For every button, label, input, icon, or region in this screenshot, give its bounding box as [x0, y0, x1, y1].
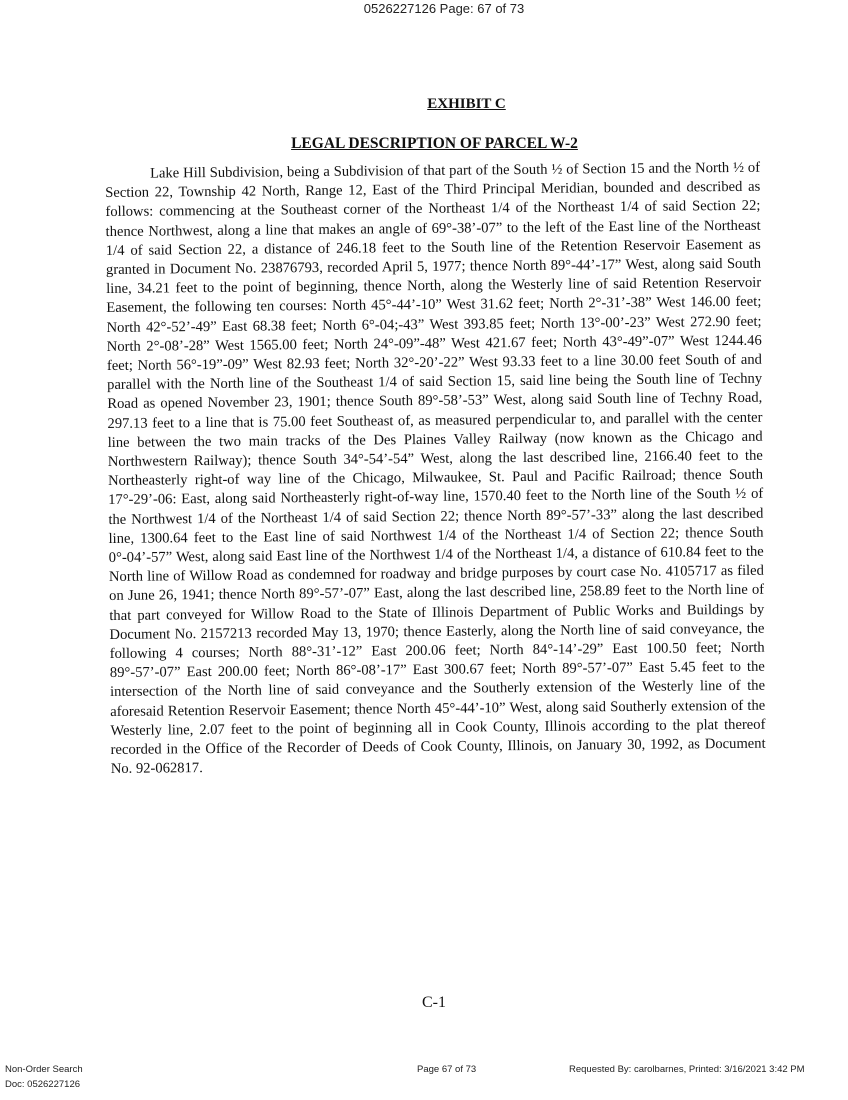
- footer-search-type: Non-Order Search: [5, 1064, 83, 1075]
- page-stamp: 0526227126 Page: 67 of 73: [363, 1, 525, 16]
- legal-description-paragraph: Lake Hill Subdivision, being a Subdivision of that part of the South ½ of Section 15 and the North ½ of Section 22, Township 42 North, Range 12, East of the Third Principal Meridian, bounded and described as follows: commencing at the Southeast corner of the Northeast 1/4 of the Northeast 1/4 of said Section 22; thence Northwest, along a line that makes an angle of 69°-38’-07” to the left of the East line of the Northeast 1/4 of said Section 22, a distance of 246.18 feet to the South line of the Retention Reservoir Easement as granted in Document No. 23876793, recorded April 5, 1977; thence North 89°-44’-17” West, along said South line, 34.21 feet to the point of beginning, thence North, along the Westerly line of said Retention Reservoir Easement, the following ten courses: North 45°-44’-10” West 31.62 feet; North 2°-31’-38” West 146.00 feet; North 42°-52’-49” East 68.38 feet; North 6°-04;-43” West 393.85 feet; North 13°-00’-23” West 272.90 feet; North 2°-08’-28” West 1565.00 feet; North 24°-09”-48” West 421.67 feet; North 43°-49”-07” West 1244.46 feet; North 56°-19”-09” West 82.93 feet; North 32°-20’-22” West 93.33 feet to a line 30.00 feet South of and parallel with the North line of the Southeast 1/4 of said Section 15, said line being the South line of Techny Road as opened November 23, 1901; thence South 89°-58’-53” West, along said South line of Techny Road, 297.13 feet to a line that is 75.00 feet Southeast of, as measured perpendicular to, and parallel with the center line between the two main tracks of the Des Plaines Valley Railway (now known as the Chicago and Northwestern Railway); thence South 34°-54’-54” West, along the last described line, 2166.40 feet to the Northeasterly right-of way line of the Chicago, Milwaukee, St. Paul and Pacific Railroad; thence South 17°-29’-06: East, along said Northeasterly right-of-way line, 1570.40 feet to the North line of the South ½ of the Northwest 1/4 of the Northeast 1/4 of said Section 22; thence North 89°-57’-33” along the last described line, 1300.64 feet to the East line of said Northwest 1/4 of the Northeast 1/4 of Section 22; thence South 0°-04’-57” West, along said East line of the Northwest 1/4 of the Northeast 1/4, a distance of 610.84 feet to the North line of Willow Road as condemned for roadway and bridge purposes by court case No. 4105717 as filed on June 26, 1941; thence North 89°-57’-07” East, along the last described line, 258.89 feet to the North line of that part conveyed for Willow Road to the State of Illinois Department of Public Works and Buildings by Document No. 2157213 recorded May 13, 1970; thence Easterly, along the North line of said conveyance, the following 4 courses; North 88°-31’-12” East 200.06 feet; North 84°-14’-29” East 100.50 feet; North 89°-57’-07” East 200.00 feet; North 86°-08’-17” East 300.67 feet; North 89°-57’-07” East 5.45 feet to the intersection of the North line of said conveyance and the Southerly extension of the Westerly line of the aforesaid Retention Reservoir Easement; thence North 45°-44’-10” West, along said Southerly extension of the Westerly line, 2.07 feet to the point of beginning all in Cook County, Illinois according to the plat thereof recorded in the Office of the Recorder of Deeds of Cook County, Illinois, on January 30, 1992, as Document No. 92-062817.: [105, 159, 766, 778]
- page-label: C-1: [422, 994, 446, 1011]
- parcel-title: LEGAL DESCRIPTION OF PARCEL W-2: [291, 135, 578, 152]
- exhibit-title: EXHIBIT C: [427, 96, 506, 112]
- document-body: [105, 96, 766, 780]
- footer-page-count: Page 67 of 73: [417, 1064, 477, 1075]
- footer-doc-number: Doc: 0526227126: [5, 1079, 81, 1090]
- footer-requested-by: Requested By: carolbarnes, Printed: 3/16/2021 3:42 PM: [569, 1064, 805, 1075]
